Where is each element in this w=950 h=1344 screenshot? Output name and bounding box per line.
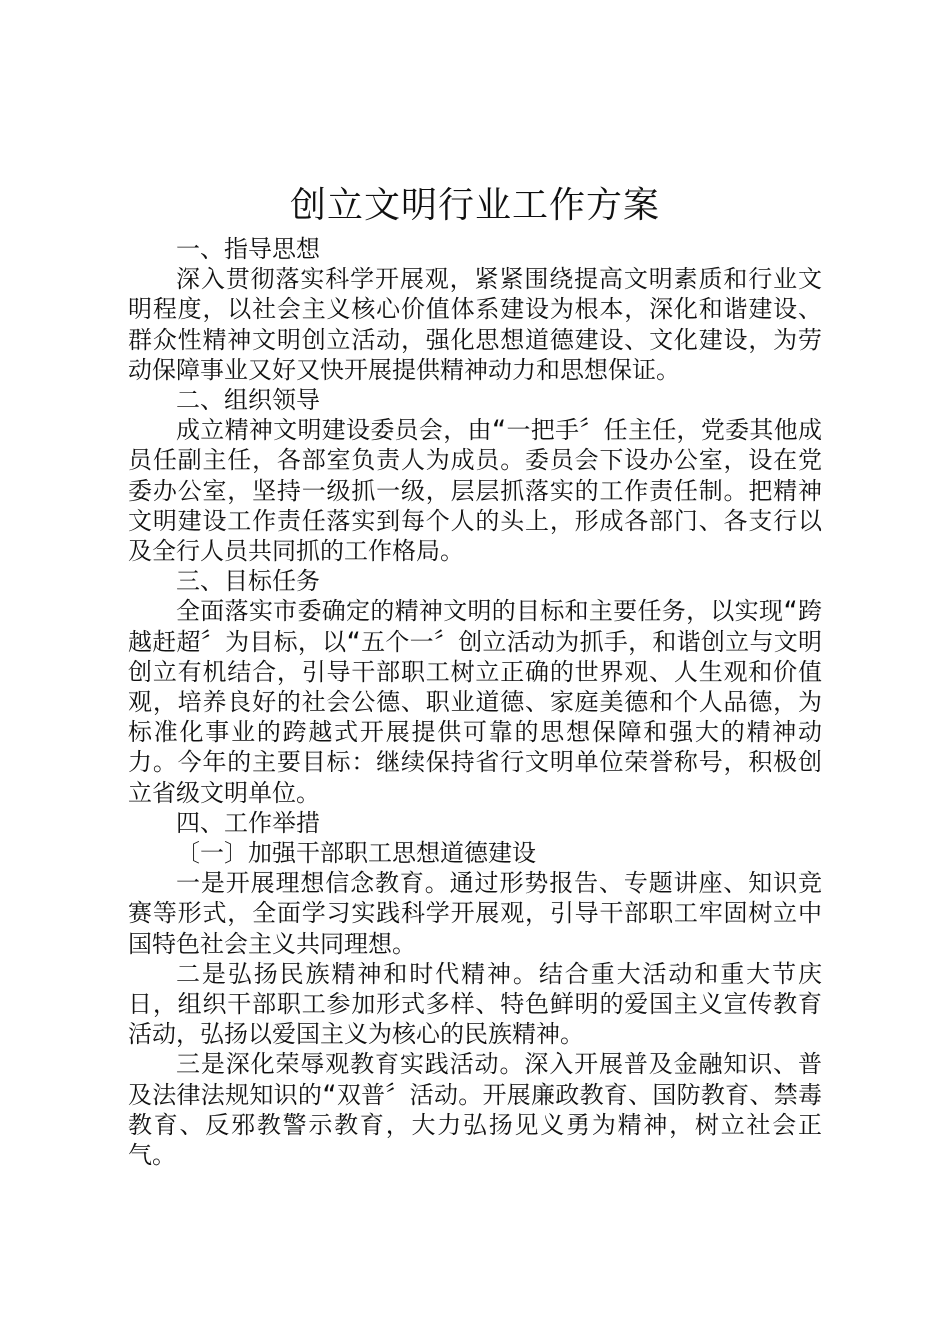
paragraph-national-spirit: 二是弘扬民族精神和时代精神。结合重大活动和重大节庆日，组织干部职工参加形式多样、特色鲜明的爱国主义宣传教育活动，弘扬以爱国主义为核心的民族精神。 [128,959,822,1049]
section-heading-organization: 二、组织领导 [176,386,320,415]
section-heading-measures: 四、工作举措 [176,808,320,837]
section-heading-guiding-ideology: 一、指导思想 [176,235,320,263]
document-body [128,234,822,1170]
subsection-heading-moral-construction: 〔一〕加强干部职工思想道德建设 [176,839,536,868]
paragraph-organization: 成立精神文明建设委员会，由“一把手〞任主任，党委其他成员任副主任，各部室负责人为成员。委员会下设办公室，设在党委办公室，坚持一级抓一级，层层抓落实的工作责任制。把精神文明建设工作责任落实到每个人的头上，形成各部门、各支行以及全行人员共同抓的工作格局。 [128,416,822,566]
paragraph-ideals-education: 一是开展理想信念教育。通过形势报告、专题讲座、知识竞赛等形式，全面学习实践科学开展观，引导干部职工牢固树立中国特色社会主义共同理想。 [128,869,822,958]
paragraph-honor-education: 三是深化荣辱观教育实践活动。深入开展普及金融知识、普及法律法规知识的“双普〞活动。开展廉政教育、国防教育、禁毒教育、反邪教警示教育，大力弘扬见义勇为精神，树立社会正气。 [128,1050,822,1170]
paragraph-guiding-ideology: 深入贯彻落实科学开展观，紧紧围绕提高文明素质和行业文明程度，以社会主义核心价值体系建设为根本，深化和谐建设、群众性精神文明创立活动，强化思想道德建设、文化建设，为劳动保障事业又好又快开展提供精神动力和思想保证。 [128,265,822,384]
paragraph-goals: 全面落实市委确定的精神文明的目标和主要任务，以实现“跨越赶超〞为目标，以“五个一〞创立活动为抓手，和谐创立与文明创立有机结合，引导干部职工树立正确的世界观、人生观和价值观，培养良好的社会公德、职业道德、家庭美德和个人品德，为标准化事业的跨越式开展提供可靠的思想保障和强大的精神动力。今年的主要目标：继续保持省行文明单位荣誉称号，积极创立省级文明单位。 [128,597,822,807]
section-heading-goals: 三、目标任务 [176,567,320,596]
document-title: 创立文明行业工作方案 [289,185,660,226]
